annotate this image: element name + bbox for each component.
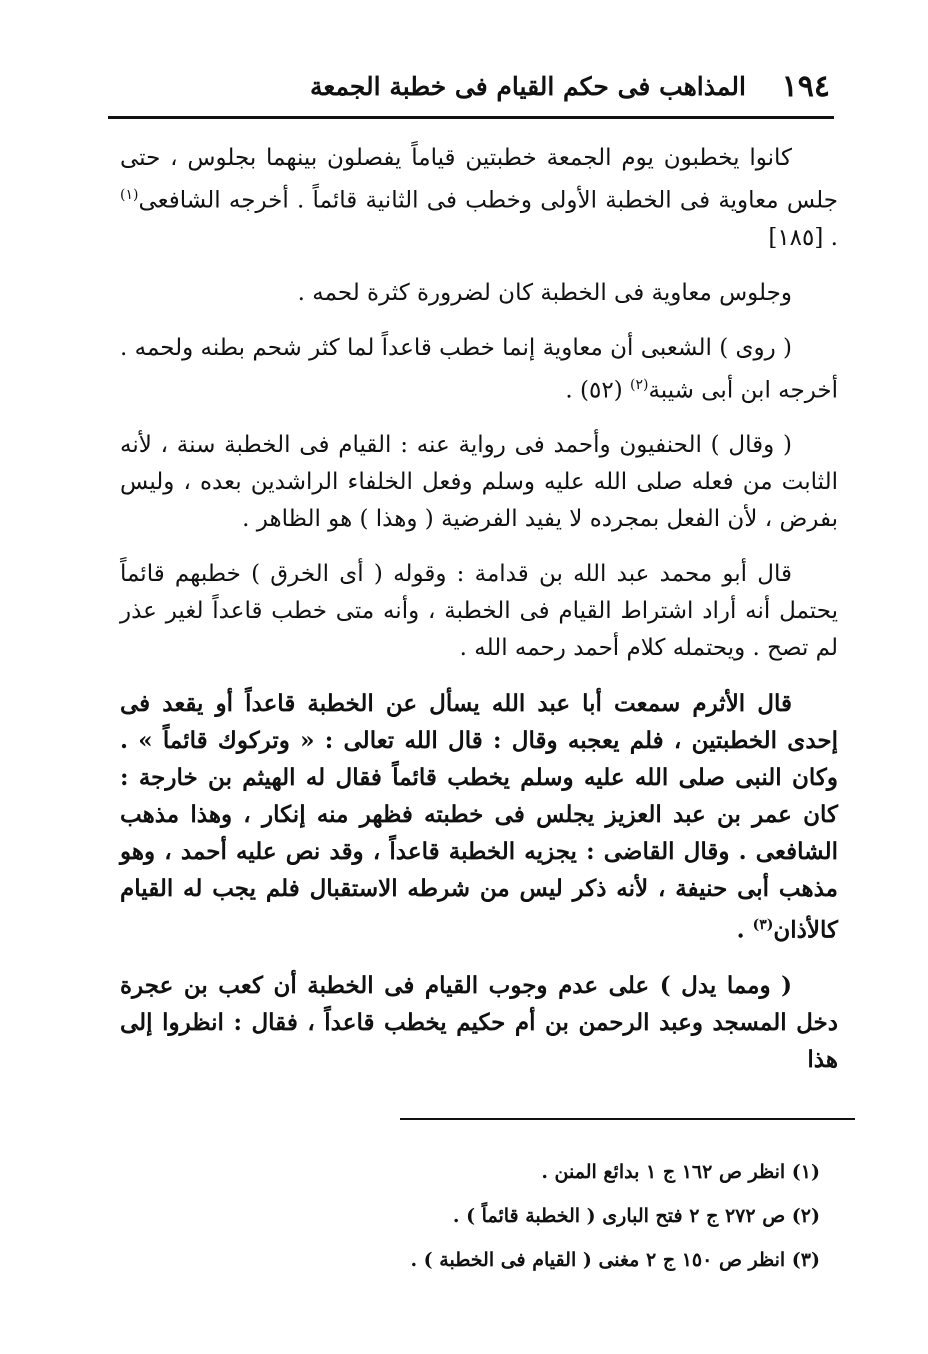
paragraph-2-text: وجلوس معاوية فى الخطبة كان لضرورة كثرة لحمه .	[297, 279, 792, 306]
footnote-2: (٢) ص ٢٧٢ ج ٢ فتح البارى ( الخطبة قائماً ) .	[452, 1205, 820, 1227]
footnote-ref-3: (٣)	[752, 917, 774, 934]
paragraph-1-tail: . [١٨٥]	[768, 224, 838, 251]
footnote-ref-1: (١)	[120, 187, 139, 203]
footnote-ref-2: (٢)	[630, 376, 649, 393]
paragraph-3	[120, 330, 838, 410]
paragraph-5-text: قال أبو محمد عبد الله بن قدامة : وقوله ( أى الخرق ) خطبهم قائماً يحتمل أنه أراد اشتراط القيام فى الخطبة ، وأنه متى خطب قاعداً لغير عذر لم تصح . ويحتمله كلام أحمد رحمه الله .	[120, 561, 838, 662]
paragraph-1-text: كانوا يخطبون يوم الجمعة خطبتين قياماً يفصلون بينهما بجلوس ، حتى جلس معاوية فى الخطبة الأولى وخطب فى الثانية قائماً . أخرجه الشافعى	[120, 145, 838, 214]
paragraph-3-tail: (٥٢) .	[565, 377, 630, 404]
paragraph-7-text: ( ومما يدل ) على عدم وجوب القيام فى الخطبة أن كعب بن عجرة دخل المسجد وعبد الرحمن بن أم حكيم يخطب قاعداً ، فقال : انظروا إلى هذا	[120, 971, 838, 1073]
paragraph-4	[120, 427, 838, 538]
body-text	[120, 140, 838, 1096]
paragraph-6-text: قال الأثرم سمعت أبا عبد الله يسأل عن الخطبة قاعداً أو يقعد فى إحدى الخطبتين ، فلم يعجبه وقال : قال الله تعالى : « وتركوك قائماً » . وكان النبى صلى الله عليه وسلم يخطب قائماً فقال له الهيثم بن خارجة : كان عمر بن عبد العزيز يجلس فى خطبته فظهر منه إنكار ، وهذا مذهب الشافعى . وقال القاضى : يجزيه الخطبة قاعداً ، وقد نص عليه أحمد ، وهو مذهب أبى حنيفة ، لأنه ذكر ليس من شرطه الاستقبال فلم يجب له القيام كالأذان	[120, 690, 838, 944]
footnote-3: (٣) انظر ص ١٥٠ ج ٢ مغنى ( القيام فى الخطبة ) .	[410, 1249, 820, 1271]
page-header	[110, 66, 830, 106]
footnote-1: (١) انظر ص ١٦٢ ج ١ بدائع المنن .	[541, 1161, 820, 1183]
paragraph-3-text: ( روى ) الشعبى أن معاوية إنما خطب قاعداً لما كثر شحم بطنه ولحمه . أخرجه ابن أبى شيبة	[120, 334, 838, 404]
paragraph-4-text: ( وقال ) الحنفيون وأحمد فى رواية عنه : القيام فى الخطبة سنة ، لأنه الثابت من فعله صلى الله عليه وسلم وفعل الخلفاء الراشدين بعده ، وليس بفرض ، لأن الفعل بمجرده لا يفيد الفرضية ( وهذا ) هو الظاهر .	[120, 432, 838, 533]
paragraph-6-tail: .	[736, 916, 753, 944]
paragraph-1	[120, 140, 838, 257]
paragraph-7	[120, 967, 838, 1078]
page-number: ١٩٤	[781, 68, 830, 104]
paragraph-6	[120, 685, 838, 949]
footnotes	[120, 1150, 820, 1282]
paragraph-2	[120, 275, 838, 312]
footnote-rule	[400, 1118, 855, 1120]
header-rule	[108, 116, 834, 119]
paragraph-5	[120, 556, 838, 667]
running-title: المذاهب فى حكم القيام فى خطبة الجمعة	[310, 71, 746, 101]
